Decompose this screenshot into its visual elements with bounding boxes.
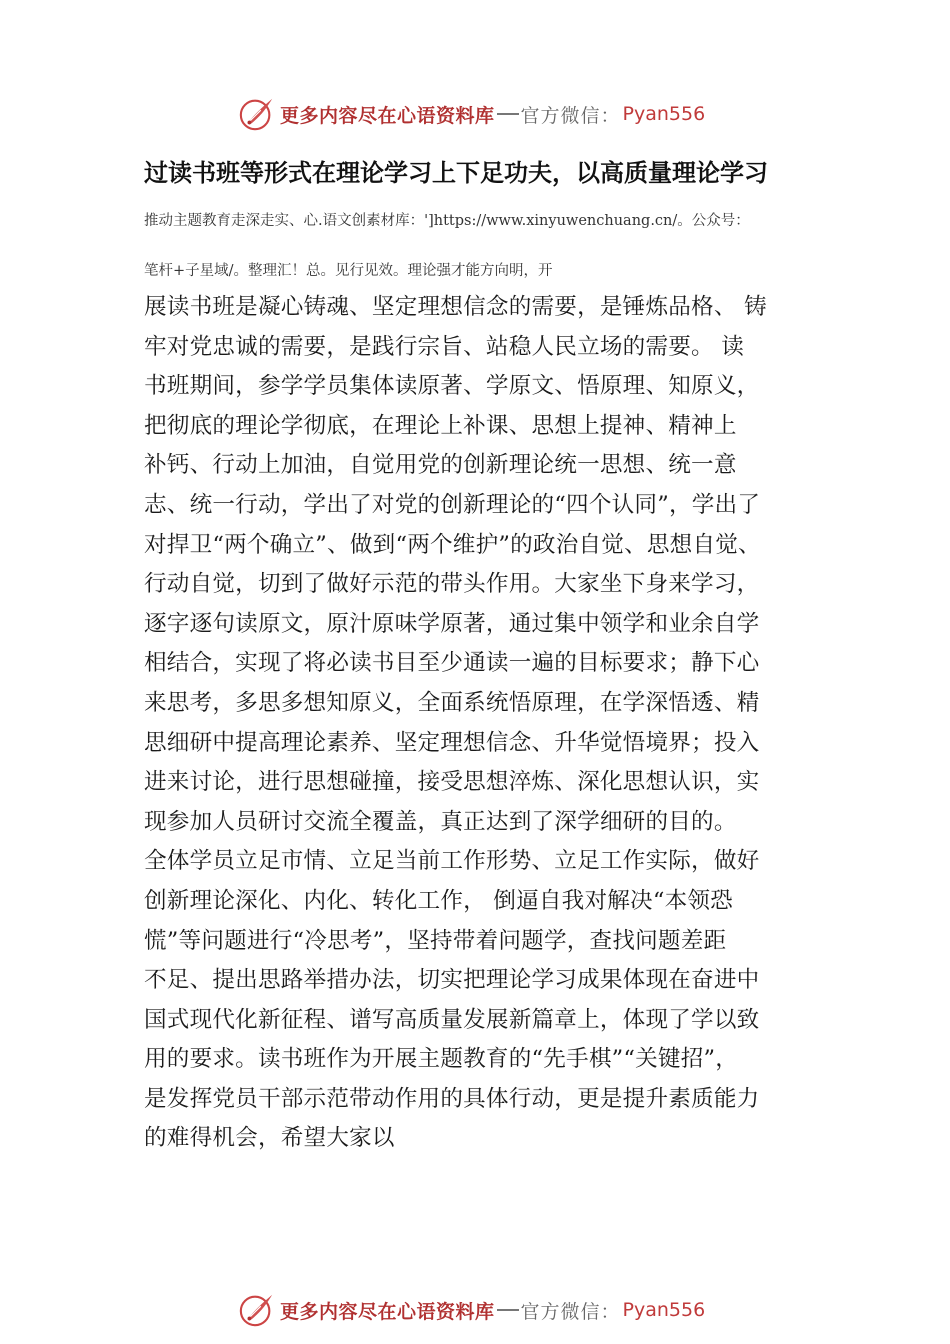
header-separator [497, 113, 519, 115]
source-line-1: 推动主题教育走深走实、心.语文创素材库：']https://www.xinyuwenchuang.cn/。公众号： [144, 213, 750, 229]
body-line: 逐字逐句读原文，原汁原味学原著，通过集中领学和业余自学 [144, 610, 760, 637]
body-line: 牢对党忠诚的需要，是践行宗旨、站稳人民立场的需要。 读 [144, 333, 745, 360]
body-line: 书班期间，参学学员集体读原著、学原文、悟原理、知原义， [144, 373, 760, 400]
header-official-label: 官方微信： [520, 104, 621, 127]
quill-logo-icon [238, 1291, 276, 1329]
body-line: 补钙、行动上加油，自觉用党的创新理论统一思想、统一意 [144, 452, 737, 479]
body-line: 把彻底的理论学彻底，在理论上补课、思想上提神、精神上 [144, 412, 737, 439]
header-banner [238, 94, 705, 134]
body-line: 慌”等问题进行“冷思考”，坚持带着问题学，查找问题差距 [144, 927, 727, 954]
body-line: 相结合，实现了将必读书目至少通读一遍的目标要求；静下心 [144, 650, 760, 677]
source-line-2: 笔杆+子星域/。整理汇！总。见行见效。理论强才能方向明，开 [144, 263, 553, 279]
body-line: 国式现代化新征程、谱写高质量发展新篇章上，体现了学以致 [144, 1006, 760, 1033]
body-line: 志、统一行动，学出了对党的创新理论的“四个认同”，学出了 [144, 491, 761, 518]
header-brand-text: 更多内容尽在心语资料库 [280, 104, 495, 127]
body-line: 行动自觉，切到了做好示范的带头作用。大家坐下身来学习， [144, 571, 760, 598]
body-line: 用的要求。读书班作为开展主题教育的“先手棋”“关键招”， [144, 1046, 739, 1073]
header-wechat-handle: Pyan556 [622, 103, 706, 125]
body-line: 不足、提出思路举措办法，切实把理论学习成果体现在奋进中 [144, 967, 760, 994]
footer-wechat-handle: Pyan556 [622, 1299, 706, 1321]
document-title: 过读书班等形式在理论学习上下足功夫，以高质量理论学习 [144, 159, 768, 187]
footer-banner [238, 1290, 705, 1330]
body-line: 进来讨论，进行思想碰撞，接受思想淬炼、深化思想认识，实 [144, 769, 760, 796]
body-line: 是发挥党员干部示范带动作用的具体行动，更是提升素质能力 [144, 1085, 760, 1112]
document-body [144, 288, 834, 1159]
footer-brand-text: 更多内容尽在心语资料库 [280, 1300, 495, 1323]
footer-official-label: 官方微信： [520, 1300, 621, 1323]
body-line: 的难得机会，希望大家以 [144, 1125, 395, 1152]
body-line: 思细研中提高理论素养、坚定理想信念、升华觉悟境界；投入 [144, 729, 760, 756]
body-line: 对捍卫“两个确立”、做到“两个维护”的政治自觉、思想自觉、 [144, 531, 761, 558]
body-line: 创新理论深化、内化、转化工作， 倒逼自我对解决“本领恐 [144, 887, 733, 914]
body-line: 来思考，多思多想知原义，全面系统悟原理，在学深悟透、精 [144, 689, 760, 716]
body-line: 展读书班是凝心铸魂、坚定理想信念的需要，是锤炼品格、 铸 [144, 294, 767, 320]
quill-logo-icon [238, 95, 276, 133]
body-line: 全体学员立足市情、立足当前工作形势、立足工作实际，做好 [144, 848, 760, 875]
footer-separator [497, 1309, 519, 1311]
body-line: 现参加人员研讨交流全覆盖，真正达到了深学细研的目的。 [144, 808, 737, 835]
